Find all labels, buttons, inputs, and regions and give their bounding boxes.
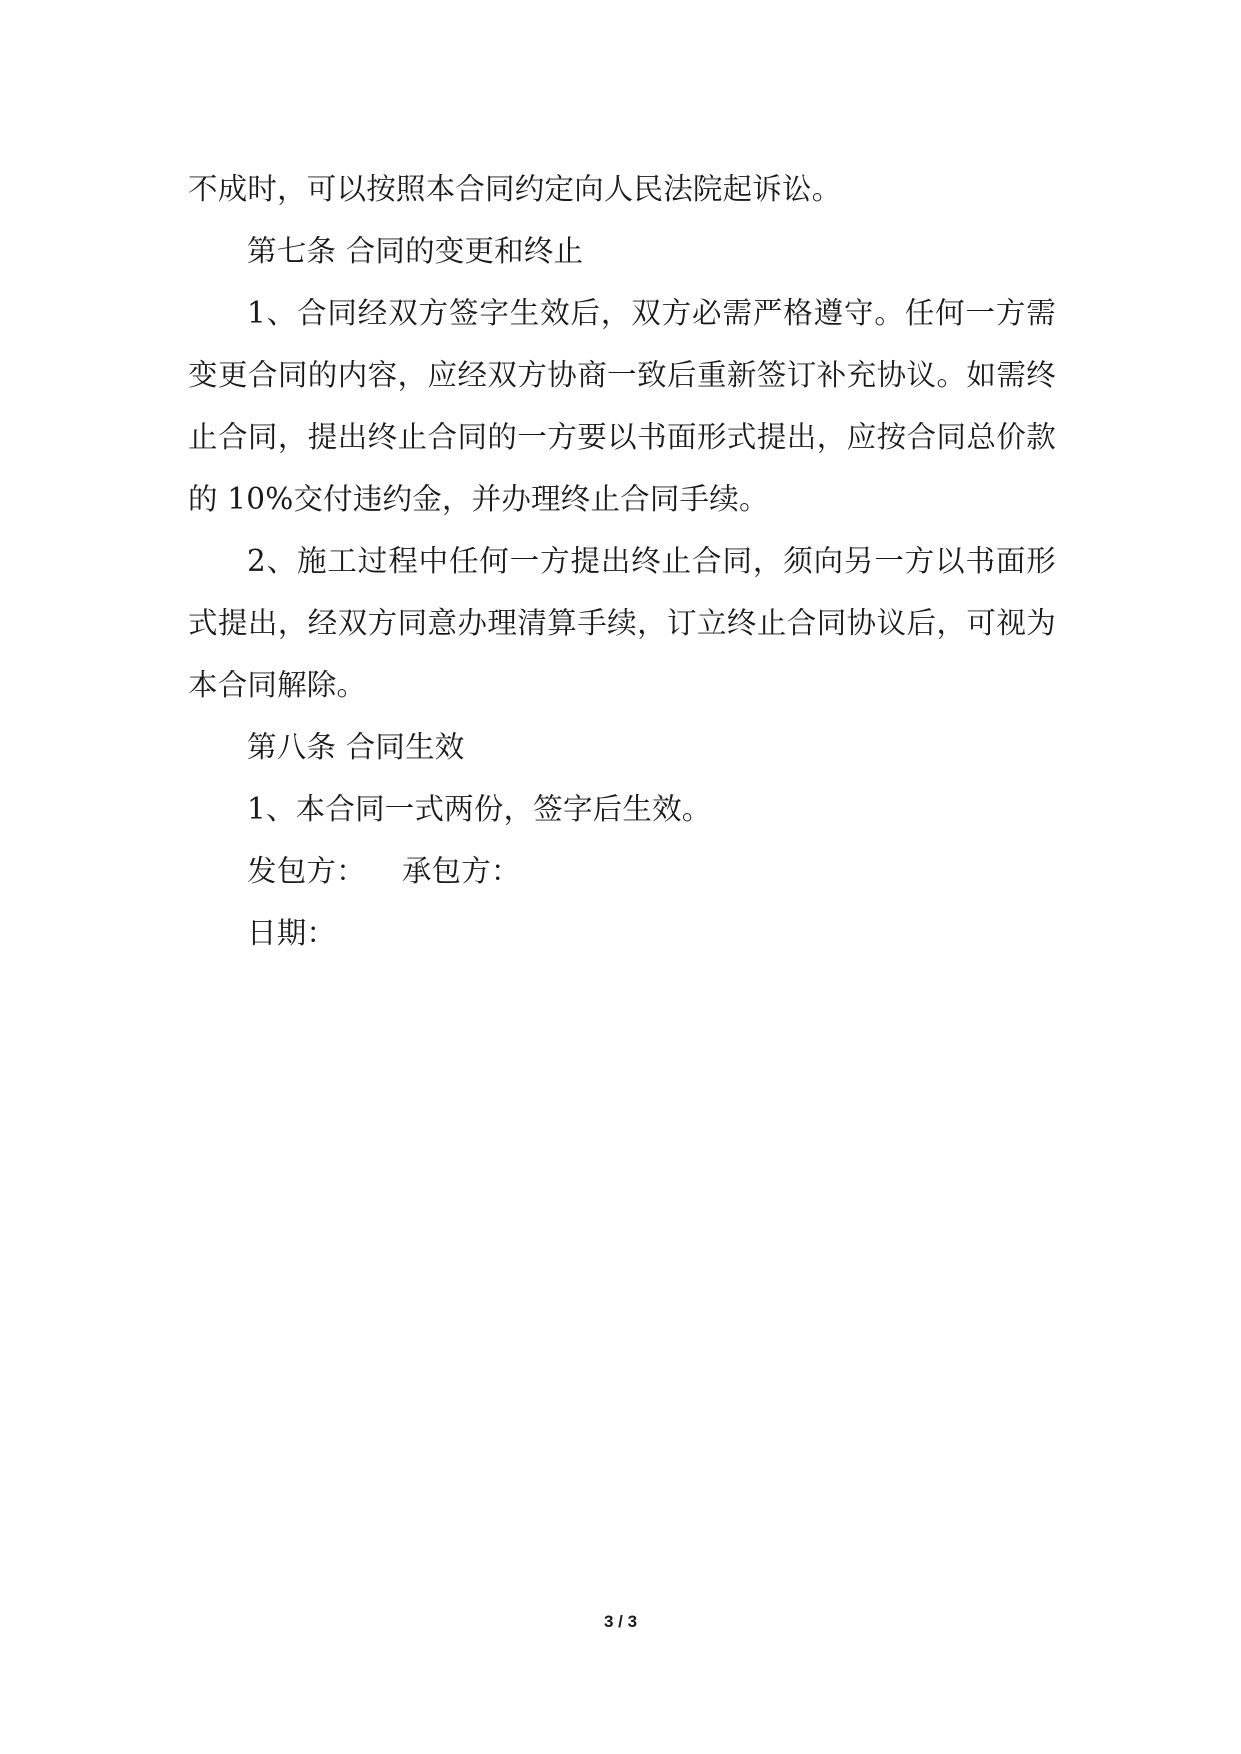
document-body (188, 158, 1056, 964)
contractor-label: 承包方： (401, 854, 521, 888)
article-7-heading: 第七条 合同的变更和终止 (247, 234, 584, 268)
signature-line (188, 840, 1056, 902)
article-7-item-1: 1、合同经双方签字生效后，双方必需严格遵守。任何一方需变更合同的内容，应经双方协商一致后重新签订补充协议。如需终止合同，提出终止合同的一方要以书面形式提出，应按合同总价款的 10%交付违约金，并办理终止合同手续。 (188, 296, 1056, 516)
employer-label: 发包方： (247, 854, 366, 888)
page-number: 3 / 3 (603, 1612, 638, 1631)
article-7-item-2: 2、施工过程中任何一方提出终止合同，须向另一方以书面形式提出，经双方同意办理清算手续，订立终止合同协议后，可视为本合同解除。 (188, 544, 1056, 702)
date-label: 日期： (247, 916, 337, 950)
article-8-heading: 第八条 合同生效 (247, 730, 465, 764)
paragraph-continuation: 不成时，可以按照本合同约定向人民法院起诉讼。 (188, 172, 842, 206)
article-8-item-1: 1、本合同一式两份，签字后生效。 (247, 792, 712, 826)
